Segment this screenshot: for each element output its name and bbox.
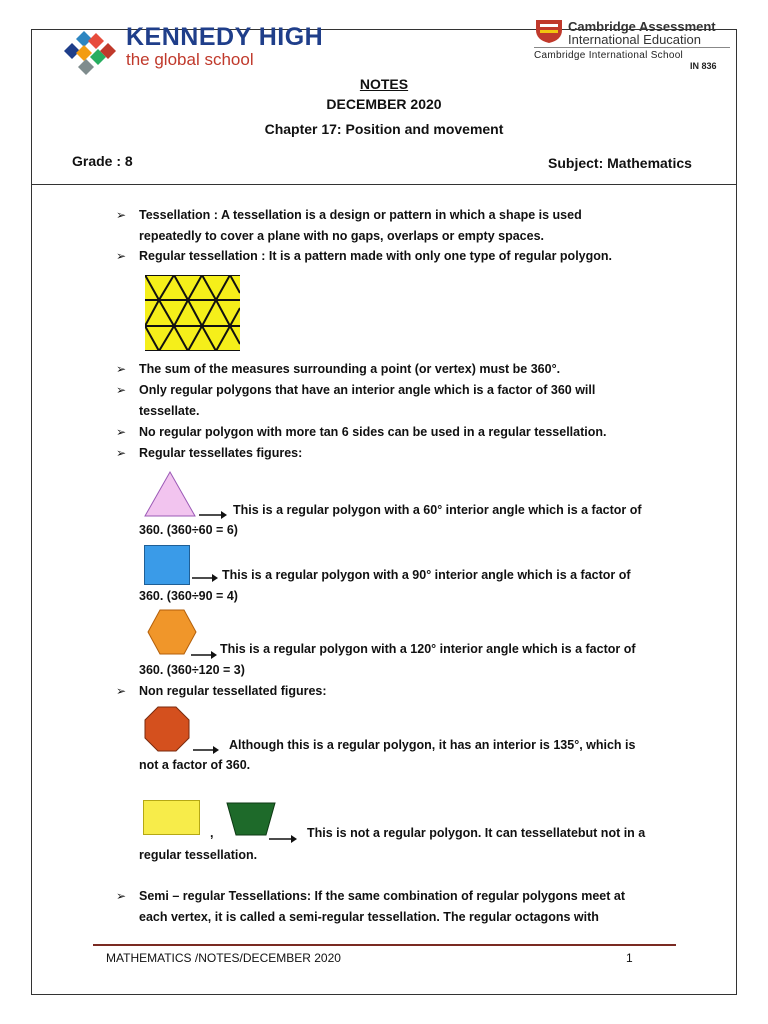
rectangle-shape-icon xyxy=(143,800,200,835)
bullet-arrow-icon: ➢ xyxy=(116,208,127,222)
arrow-right-icon xyxy=(193,745,219,755)
bullet-arrow-icon: ➢ xyxy=(116,362,127,376)
notes-title: NOTES xyxy=(359,76,409,92)
only-regular-line-1: Only regular polygons that have an interior angle which is a factor of 360 will xyxy=(139,383,596,397)
triangle-tiling-image xyxy=(145,275,240,351)
trapezoid-shape-icon xyxy=(226,802,276,836)
cambridge-code: IN 836 xyxy=(690,61,717,71)
school-tagline: the global school xyxy=(126,50,254,69)
bullet-arrow-icon: ➢ xyxy=(116,889,127,903)
footer-label: MATHEMATICS /NOTES/DECEMBER 2020 xyxy=(106,951,341,965)
regular-tessellation-text: Regular tessellation : It is a pattern made with only one type of regular polygon. xyxy=(139,249,612,263)
cambridge-line-1: Cambridge Assessment xyxy=(568,19,716,34)
octagon-text-1: Although this is a regular polygon, it has an interior is 135°, which is xyxy=(229,738,636,752)
cambridge-shield-icon xyxy=(534,18,564,44)
arrow-right-icon xyxy=(191,650,217,660)
cambridge-rule xyxy=(534,47,730,48)
semi-regular-line-2: each vertex, it is called a semi-regular tessellation. The regular octagons with xyxy=(139,910,599,924)
header-divider xyxy=(31,184,737,185)
octagon-text-2: not a factor of 360. xyxy=(139,758,251,772)
bullet-arrow-icon: ➢ xyxy=(116,446,127,460)
arrow-right-icon xyxy=(269,834,297,844)
chapter-title: Chapter 17: Position and movement xyxy=(264,121,504,137)
octagon-shape-icon xyxy=(144,706,190,752)
tessellation-line-2: repeatedly to cover a plane with no gaps, overlaps or empty spaces. xyxy=(139,229,544,243)
non-regular-polygon-text-1: This is not a regular polygon. It can tessellatebut not in a xyxy=(307,826,646,840)
square-text-2: 360. (360÷90 = 4) xyxy=(139,589,238,603)
square-shape-icon xyxy=(144,545,190,585)
arrow-right-icon xyxy=(199,510,227,520)
no-regular-text: No regular polygon with more tan 6 sides can be used in a regular tessellation. xyxy=(139,425,607,439)
triangle-text-1: This is a regular polygon with a 60° interior angle which is a factor of xyxy=(233,503,642,517)
comma-separator: , xyxy=(210,826,214,840)
subject-label: Subject: Mathematics xyxy=(548,155,692,171)
semi-regular-line-1: Semi – regular Tessellations: If the same combination of regular polygons meet at xyxy=(139,889,625,903)
bullet-arrow-icon: ➢ xyxy=(116,383,127,397)
kennedy-logo-icon xyxy=(62,27,122,75)
bullet-arrow-icon: ➢ xyxy=(116,425,127,439)
footer-rule xyxy=(93,944,676,946)
bullet-arrow-icon: ➢ xyxy=(116,249,127,263)
triangle-text-2: 360. (360÷60 = 6) xyxy=(139,523,238,537)
school-name: KENNEDY HIGH xyxy=(126,23,324,51)
hexagon-text-1: This is a regular polygon with a 120° interior angle which is a factor of xyxy=(220,642,636,656)
tessellation-line-1: Tessellation : A tessellation is a design or pattern in which a shape is used xyxy=(139,208,582,222)
regular-figures-heading: Regular tessellates figures: xyxy=(139,446,303,460)
cambridge-line-3: Cambridge International School xyxy=(534,50,684,61)
bullet-arrow-icon: ➢ xyxy=(116,684,127,698)
page-number: 1 xyxy=(626,951,633,965)
sum-measures-text: The sum of the measures surrounding a point (or vertex) must be 360°. xyxy=(139,362,561,376)
arrow-right-icon xyxy=(192,573,218,583)
non-regular-heading: Non regular tessellated figures: xyxy=(139,684,327,698)
only-regular-line-2: tessellate. xyxy=(139,404,200,418)
hexagon-text-2: 360. (360÷120 = 3) xyxy=(139,663,245,677)
hexagon-shape-icon xyxy=(146,608,198,656)
square-text-1: This is a regular polygon with a 90° interior angle which is a factor of xyxy=(222,568,631,582)
cambridge-line-2: International Education xyxy=(568,32,701,47)
triangle-shape-icon xyxy=(143,470,197,518)
grade-label: Grade : 8 xyxy=(72,153,133,169)
non-regular-polygon-text-2: regular tessellation. xyxy=(139,848,258,862)
date-title: DECEMBER 2020 xyxy=(326,96,442,112)
